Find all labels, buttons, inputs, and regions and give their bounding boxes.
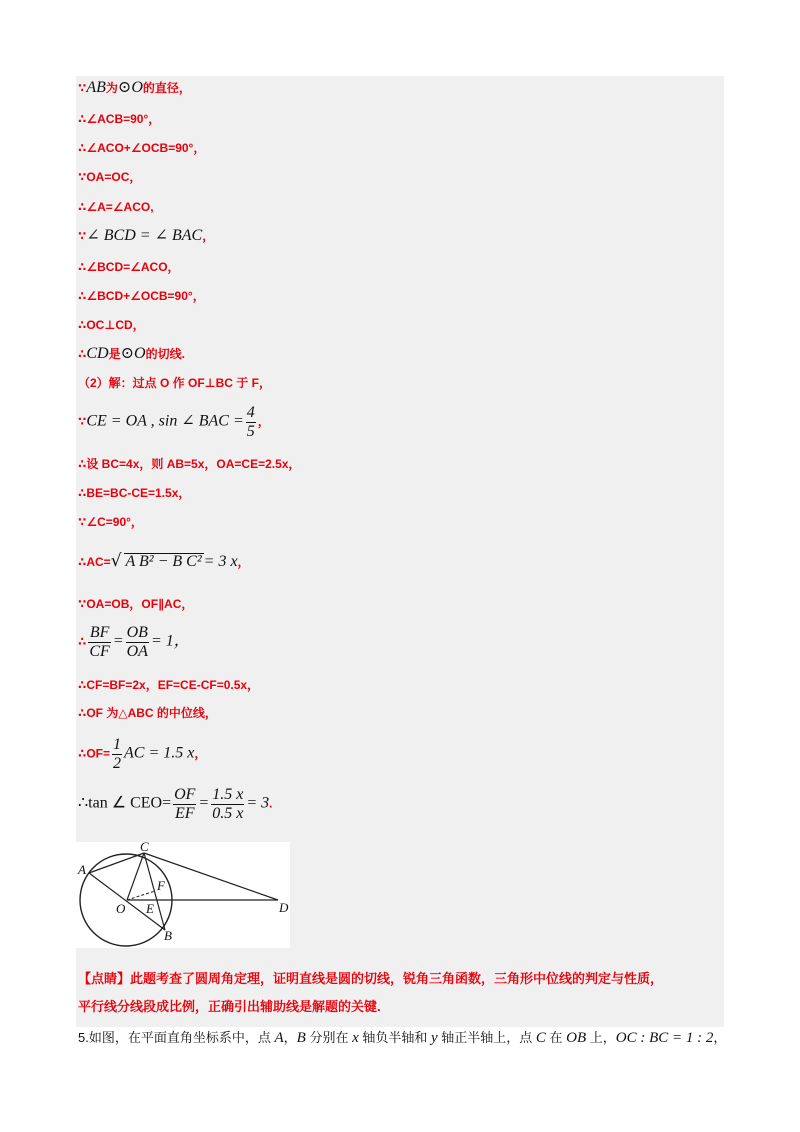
line-acb-90: ∴∠ACB=90°， <box>78 112 161 126</box>
line-ratio: ∴ $\frac{BF}{CF}$ = $\frac{OB}{OA}$ = 1， <box>78 624 190 660</box>
line-part2-construction: （2）解：过点 O 作 OF⊥BC 于 F， <box>78 376 271 390</box>
line-cf-ef: ∴CF=BF=2x，EF=CE-CF=0.5x， <box>78 678 260 692</box>
fraction-4-5: $\frac{4}{5}$ <box>246 404 255 440</box>
key-point-comment <box>78 965 718 1021</box>
fraction-ob-oa: $\frac{OB}{OA}$ <box>126 624 148 660</box>
fraction-of-ef: $\frac{OF}{EF}$ <box>174 786 196 822</box>
label-f: F <box>157 878 165 893</box>
fraction-bf-cf: $\frac{BF}{CF}$ <box>89 624 110 660</box>
fraction-1-5x-0-5x: $\frac{1.5 x}{0.5 x}$ <box>212 786 244 822</box>
line-oa-oc: ∵OA=OC， <box>78 170 142 184</box>
line-of-value: ∴OF= $\frac{1}{2}$ AC = 1.5 x， <box>78 736 207 772</box>
label-o: O <box>116 901 126 916</box>
line-aco-ocb: ∴∠ACO+∠OCB=90°， <box>78 141 206 155</box>
label-c: C <box>140 842 149 854</box>
line-oa-ob-parallel: ∵OA=OB，OF∥AC， <box>78 597 194 611</box>
circle-tangent-diagram <box>76 842 290 948</box>
segment-oc <box>127 853 144 900</box>
line-ab-diameter: ∵AB为⊙O的直径， <box>78 79 191 96</box>
line-midline: ∴OF 为△ABC 的中位线， <box>78 706 217 720</box>
line-bcd-aco: ∴∠BCD=∠ACO， <box>78 260 180 274</box>
line-bcd-ocb: ∴∠BCD+∠OCB=90°， <box>78 289 205 303</box>
line-oc-perp-cd: ∴OC⊥CD， <box>78 318 145 332</box>
line-bcd-bac: ∵∠ BCD = ∠ BAC， <box>78 227 215 244</box>
segment-ac <box>89 853 144 873</box>
line-a-aco: ∴∠A=∠ACO, <box>78 200 154 214</box>
label-d: D <box>279 900 289 915</box>
line-set-bc: ∴设 BC=4x，则 AB=5x，OA=CE=2.5x， <box>78 457 301 471</box>
line-tan-ceo: ∴tan ∠ CEO= $\frac{OF}{EF}$ = $\frac{1.5 x}{0.5 x}$ = 3. <box>78 786 273 822</box>
label-e: E <box>146 901 154 916</box>
label-b: B <box>164 928 172 943</box>
comment-line-2: 平行线分线段成比例，正确引出辅助线是解题的关键. <box>78 999 381 1014</box>
segment-of-dashed <box>127 891 155 900</box>
fraction-1-2: $\frac{1}{2}$ <box>113 736 122 772</box>
line-ce-oa-sin: ∵CE = OA , sin ∠ BAC = $\frac{4}{5}$ ， <box>78 404 270 440</box>
geometry-figure <box>76 842 290 948</box>
line-cd-tangent: ∴CD是⊙O的切线. <box>78 345 185 362</box>
label-a: A <box>78 862 86 877</box>
comment-line-1: 【点睛】此题考查了圆周角定理，证明直线是圆的切线，锐角三角函数，三角形中位线的判定与性质， <box>78 971 664 986</box>
line-ac-sqrt: ∴AC=√ A B² − B C² = 3 x， <box>78 551 250 571</box>
line-c-90: ∵∠C=90°， <box>78 515 143 529</box>
question-5-text: 5.如图，在平面直角坐标系中，点 A，B 分别在 x 轴负半轴和 y 轴正半轴上，点 C 在 OB 上，OC : BC = 1 : 2， <box>78 1030 727 1046</box>
line-be: ∴BE=BC-CE=1.5x， <box>78 486 191 500</box>
